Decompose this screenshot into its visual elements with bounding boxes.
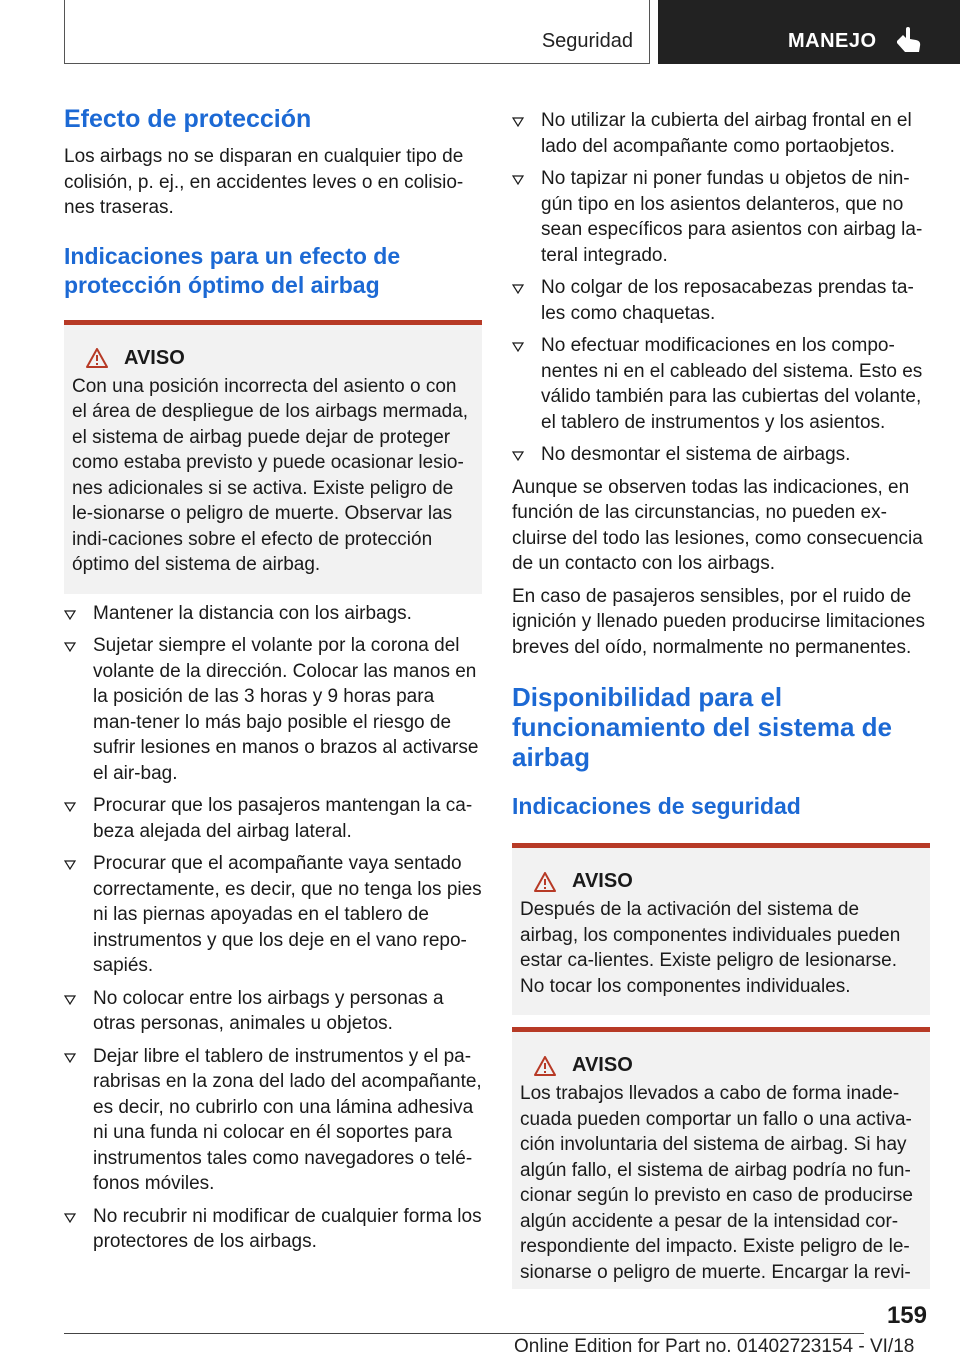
list-item: Mantener la distancia con los airbags. <box>64 601 482 627</box>
triangle-bullet-icon <box>64 860 76 870</box>
section-title-disponibilidad: Disponibilidad para el funcionamiento del sistema de airbag <box>512 682 892 772</box>
footer-divider <box>64 1333 864 1334</box>
warning-notice <box>512 1027 930 1289</box>
triangle-bullet-icon <box>64 1213 76 1223</box>
triangle-bullet-icon <box>512 451 524 461</box>
notice-text: Los trabajos llevados a cabo de forma inade-cuada pueden comportar un fallo o una activa-ción involuntaria del sistema de airbag. Si hay algún fallo, el sistema de airbag podría no fun-cionar según lo previsto en caso de producirse algún accidente a pesar de la intensidad cor-respondiente del impacto. Existe peligro de le-sionarse o peligro de muerte. Encargar la revi- <box>520 1083 913 1283</box>
triangle-bullet-icon <box>512 117 524 127</box>
notice-text: Con una posición incorrecta del asiento o con el área de despliegue de los airbags mermada, el sistema de airbag puede dejar de proteger como estaba previsto y puede ocasionar lesio-nes adicionales si se activa. Existe peligro de le-sionarse o peligro de muerte. Observar las indi-caciones sobre el efecto de protección óptimo del sistema de airbag. <box>72 375 469 575</box>
warning-notice <box>64 320 482 594</box>
list-item: Sujetar siempre el volante por la corona del volante de la dirección. Colocar las manos en la posición de las 3 horas y 9 horas para man-tener lo más bajo posible el riesgo de sufrir lesiones en manos o brazos al activarse el air-bag. <box>64 633 482 786</box>
list-item: Procurar que el acompañante vaya sentado correctamente, es decir, que no tenga los pies ni las piernas apoyadas en el tablero de instrumentos y que los deje en el vano repo-sapiés. <box>64 851 482 979</box>
warning-triangle-icon <box>86 348 108 368</box>
notice-label: AVISO <box>572 870 633 892</box>
notice-text: Después de la activación del sistema de airbag, los componentes individuales pueden estar ca-lientes. Existe peligro de lesionarse. No tocar los componentes individuales. <box>520 899 901 997</box>
header-chapter-tab[interactable] <box>658 0 960 64</box>
warning-notice <box>512 843 930 1015</box>
list-item: No efectuar modificaciones en los compo-nentes ni en el cableado del sistema. Esto es válido también para las cubiertas del volante, el tablero de instrumentos y los asientos. <box>512 333 930 435</box>
list-item: No colgar de los reposacabezas prendas ta-les como chaquetas. <box>512 275 930 326</box>
steering-hand-icon <box>894 27 924 55</box>
list-item: No recubrir ni modificar de cualquier forma los protectores de los airbags. <box>64 1204 482 1255</box>
instruction-list-left <box>64 601 482 1255</box>
right-column <box>512 104 930 1289</box>
list-item: No tapizar ni poner fundas u objetos de nin-gún tipo en los asientos delanteros, que no sean específicos para asientos con airbag la-teral integrado. <box>512 166 930 268</box>
page-number: 159 <box>886 1302 927 1329</box>
triangle-bullet-icon <box>64 995 76 1005</box>
header-chapter-label: MANEJO <box>788 30 877 52</box>
warning-triangle-icon <box>534 872 556 892</box>
list-item: Procurar que los pasajeros mantengan la ca-beza alejada del airbag lateral. <box>64 793 482 844</box>
triangle-bullet-icon <box>512 175 524 185</box>
notice-label: AVISO <box>572 1054 633 1076</box>
notice-label: AVISO <box>124 346 185 369</box>
left-column <box>64 104 482 1255</box>
footer-edition: Online Edition for Part no. 01402723154 - VI/18 <box>514 1336 915 1357</box>
triangle-bullet-icon <box>64 610 76 620</box>
triangle-bullet-icon <box>512 284 524 294</box>
header-section-title: Seguridad <box>541 30 633 52</box>
header-section-box <box>64 0 650 64</box>
triangle-bullet-icon <box>64 802 76 812</box>
warning-triangle-icon <box>534 1056 556 1076</box>
list-item: Dejar libre el tablero de instrumentos y el pa-rabrisas en la zona del lado del acompañante, es decir, no cubrirlo con una lámina adhesiva ni una funda ni colocar en él soportes para instrumentos tales como navegadores o telé-fonos móviles. <box>64 1044 482 1197</box>
triangle-bullet-icon <box>64 1053 76 1063</box>
list-item: No colocar entre los airbags y personas a otras personas, animales u objetos. <box>64 986 482 1037</box>
instruction-list-right <box>512 108 930 468</box>
paragraph-pasajeros: En caso de pasajeros sensibles, por el ruido de ignición y llenado pueden producirse limitaciones breves del oído, normalmente no permanentes. <box>512 585 925 658</box>
triangle-bullet-icon <box>64 642 76 652</box>
list-item: No desmontar el sistema de airbags. <box>512 442 930 468</box>
triangle-bullet-icon <box>512 342 524 352</box>
subsection-title-seguridad: Indicaciones de seguridad <box>512 793 801 819</box>
paragraph-lesiones: Aunque se observen todas las indicaciones, en función de las circunstancias, no pueden ex-cluirse del todo las lesiones, como consecuencia de un contacto con los airbags. <box>512 476 923 574</box>
intro-paragraph: Los airbags no se disparan en cualquier tipo de colisión, p. ej., en accidentes leves o en colisio-nes traseras. <box>64 146 464 218</box>
subsection-title-indicaciones: Indicaciones para un efecto de protección óptimo del airbag <box>64 242 401 298</box>
list-item: No utilizar la cubierta del airbag frontal en el lado del acompañante como portaobjetos. <box>512 108 930 159</box>
section-title-efecto: Efecto de protección <box>64 105 312 133</box>
notice-heading <box>534 870 922 893</box>
notice-heading <box>534 1054 922 1077</box>
notice-heading <box>86 347 474 370</box>
